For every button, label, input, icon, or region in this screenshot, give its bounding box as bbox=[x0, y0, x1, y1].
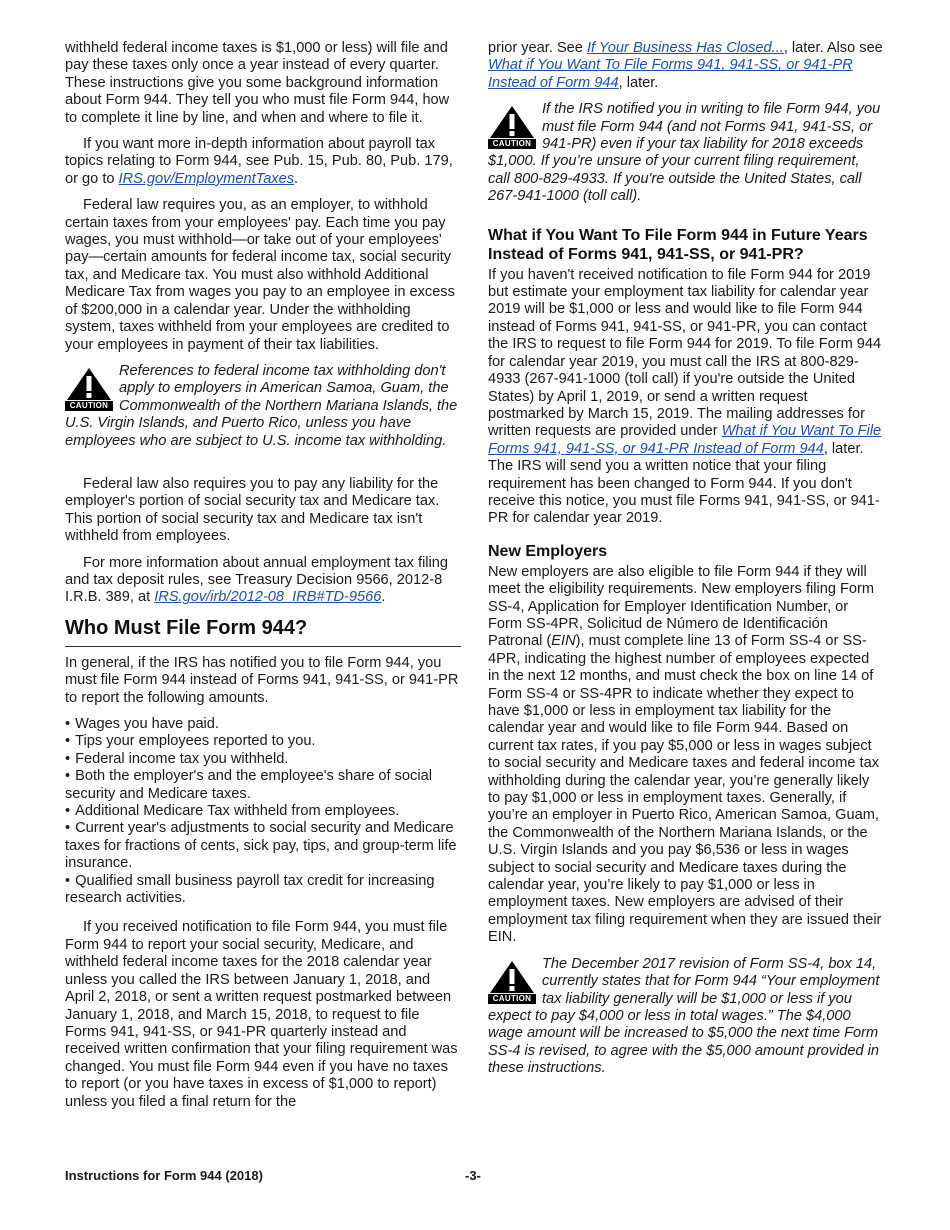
caution-text: If the IRS notified you in writing to file Form 944, you must file Form 944 (and not Forms 941, 941-SS, or 941-PR) even if your tax liability for 2018 exceeds $1,000. If you’re unsure of your current filing requirement, call 800-829-4933. If you're outside the United States, call 267-941-1000 (toll call). bbox=[488, 101, 881, 205]
page-number: -3- bbox=[465, 1168, 481, 1183]
paragraph: If you want more in-depth information about payroll tax topics relating to Form 944, see Pub. 15, Pub. 80, Pub. 179, or go to IRS.gov/EmploymentTaxes. bbox=[65, 136, 453, 187]
paragraph: New employers are also eligible to file Form 944 if they will meet the eligibility requirements. New employers filing Form SS-4, Application for Employer Identification Number, or Form SS-4PR, Solicitud de Número de Identificación Patronal (EIN), must complete line 13 of Form SS-4 or SS-4PR, indicating the highest number of employees expected in the next 12 months, and must check the box on line 14 of Form SS-4 or SS-4PR to indicate whether they expect to have $1,000 or less in employment tax liability for the calendar year and would like to file Form 944. Based on current tax rates, if you pay $5,000 or less in wages subject to social security and Medicare taxes and federal income tax withholding during the calendar year, you’re generally likely to pay $1,000 or less in employment taxes. Generally, if you’re an employer in Puerto Rico, American Samoa, Guam, the Commonwealth of the Northern Mariana Islands, or the U.S. Virgin Islands and you pay $6,536 or less in wages subject to social security and Medicare taxes during the calendar year, you’re likely to pay $1,000 or less in employment taxes. New employers are advised of their employment tax filing requirement when they are issued their EIN. bbox=[488, 563, 882, 946]
list-item: • Wages you have paid. bbox=[65, 716, 461, 733]
paragraph: In general, if the IRS has notified you to file Form 944, you must file Form 944 instead of Forms 941, 941-SS, or 941-PR to report the following amounts. bbox=[65, 654, 459, 706]
caution-icon bbox=[488, 105, 536, 149]
caution-label: CAUTION bbox=[65, 401, 113, 411]
paragraph: Federal law requires you, as an employer, to withhold certain taxes from your employees' pay. Each time you pay wages, you must withhold—or take out of your employees' pay—certain amounts for federal income tax, social security tax, and Medicare tax. You must also withhold Additional Medicare Tax from wages you pay to an employee in excess of $200,000 in a calendar year. Under the withholding system, taxes withheld from your employees are credited to your employees in payment of their tax liabilities. bbox=[65, 197, 455, 353]
paragraph: For more information about annual employment tax filing and tax deposit rules, see Treasury Decision 9566, 2012-8 I.R.B. 389, at IRS.gov/irb/2012-08_IRB#TD-9566. bbox=[65, 554, 449, 606]
list-item: • Tips your employees reported to you. bbox=[65, 733, 461, 750]
caution-note bbox=[488, 101, 884, 205]
section-heading-new-employers: New Employers bbox=[488, 542, 608, 560]
list-item: • Both the employer's and the employee's share of social security and Medicare taxes. bbox=[65, 768, 461, 803]
section-heading-file-944-future: What if You Want To File Form 944 in Future Years Instead of Forms 941, 941-SS, or 941-PR? bbox=[488, 226, 868, 263]
right-column bbox=[488, 40, 884, 1104]
paragraph: withheld federal income taxes is $1,000 or less) will file and pay these taxes only once a year instead of every quarter. These instructions give you some background information about Form 944. They tell you who must file Form 944, how to complete it line by line, and when and where to file it. bbox=[65, 40, 450, 126]
paragraph: If you received notification to file Form 944, you must file Form 944 to report your social security, Medicare, and withheld federal income taxes for the 2018 calendar year unless you called the IRS between January 1, 2018, and April 2, 2018, or sent a written request postmarked between January 1, 2018, and March 15, 2018, to request to file Forms 941, 941-SS, or 941-PR quarterly instead and received written confirmation that your filing requirement was changed. You must file Form 944 even if you have no taxes to report (or you have taxes in excess of $1,000 to report) unless you filed a final return for the bbox=[65, 919, 458, 1110]
link-file-941-instead[interactable]: What if You Want To File Forms 941, 941-SS, or 941-PR Instead of Form 944 bbox=[488, 57, 853, 91]
caution-text: References to federal income tax withholding don't apply to employers in American Samoa, Guam, the Commonwealth of the Northern Mariana Islands, the U.S. Virgin Islands, and Puerto Rico, unless you have employees who are subject to U.S. income tax withholding. bbox=[65, 362, 458, 449]
caution-note bbox=[65, 363, 461, 450]
list-item: • Current year's adjustments to social security and Medicare taxes for fractions of cents, sick pay, tips, and group-term life insurance. bbox=[65, 820, 461, 872]
bullet-list bbox=[65, 716, 461, 907]
link-irb-td-9566[interactable]: IRS.gov/irb/2012-08_IRB#TD-9566 bbox=[154, 589, 382, 606]
section-heading-who-must-file: Who Must File Form 944? bbox=[65, 616, 461, 647]
caution-icon bbox=[65, 367, 113, 411]
link-file-941-instead[interactable]: What if You Want To File Forms 941, 941-SS, or 941-PR Instead of Form 944 bbox=[488, 423, 882, 457]
caution-note bbox=[488, 956, 884, 1078]
list-item: • Qualified small business payroll tax credit for increasing research activities. bbox=[65, 873, 461, 908]
left-column bbox=[65, 40, 461, 1120]
link-business-closed[interactable]: If Your Business Has Closed... bbox=[586, 40, 784, 56]
list-item: • Federal income tax you withheld. bbox=[65, 751, 461, 768]
caution-label: CAUTION bbox=[488, 994, 536, 1004]
caution-icon bbox=[488, 960, 536, 1004]
link-employment-taxes[interactable]: IRS.gov/EmploymentTaxes bbox=[118, 170, 295, 187]
caution-label: CAUTION bbox=[488, 139, 536, 149]
list-item: • Additional Medicare Tax withheld from employees. bbox=[65, 803, 461, 820]
paragraph: If you haven't received notification to file Form 944 for 2019 but estimate your employment tax liability for calendar year 2019 will be $1,000 or less and would like to file Form 944 instead of Forms 941, 941-SS, or 941-PR, you can contact the IRS to request to file Form 944 for 2019. To file Form 944 for calendar year 2019, you must call the IRS at 800-829-4933 (267-941-1000 (toll call) if you're outside the United States) by April 1, 2019, or send a written request postmarked by March 15, 2019. The mailing addresses for written requests are provided under What if You Want To File Forms 941, 941-SS, or 941-PR Instead of Form 944, later. The IRS will send you a written notice that your filing requirement has been changed to Form 944. If you don't receive this notice, you must file Forms 941, 941-SS, or 941-PR for calendar year 2019. bbox=[488, 266, 882, 527]
paragraph: Federal law also requires you to pay any liability for the employer's portion of social security tax and Medicare tax. This portion of social security tax and Medicare tax isn't withheld from employees. bbox=[65, 475, 440, 545]
paragraph: prior year. See If Your Business Has Closed..., later. Also see What if You Want To File Forms 941, 941-SS, or 941-PR Instead of Form 944, later. bbox=[488, 40, 883, 91]
footer-title: Instructions for Form 944 (2018) bbox=[65, 1168, 263, 1183]
caution-text: The December 2017 revision of Form SS-4, box 14, currently states that for Form 944 “Your employment tax liability generally will be $1,000 or less if you expect to pay $4,000 or less in total wages.” The $4,000 wage amount will be increased to $5,000 the next time Form SS-4 is revised, to agree with the $5,000 amount provided in these instructions. bbox=[488, 955, 880, 1077]
